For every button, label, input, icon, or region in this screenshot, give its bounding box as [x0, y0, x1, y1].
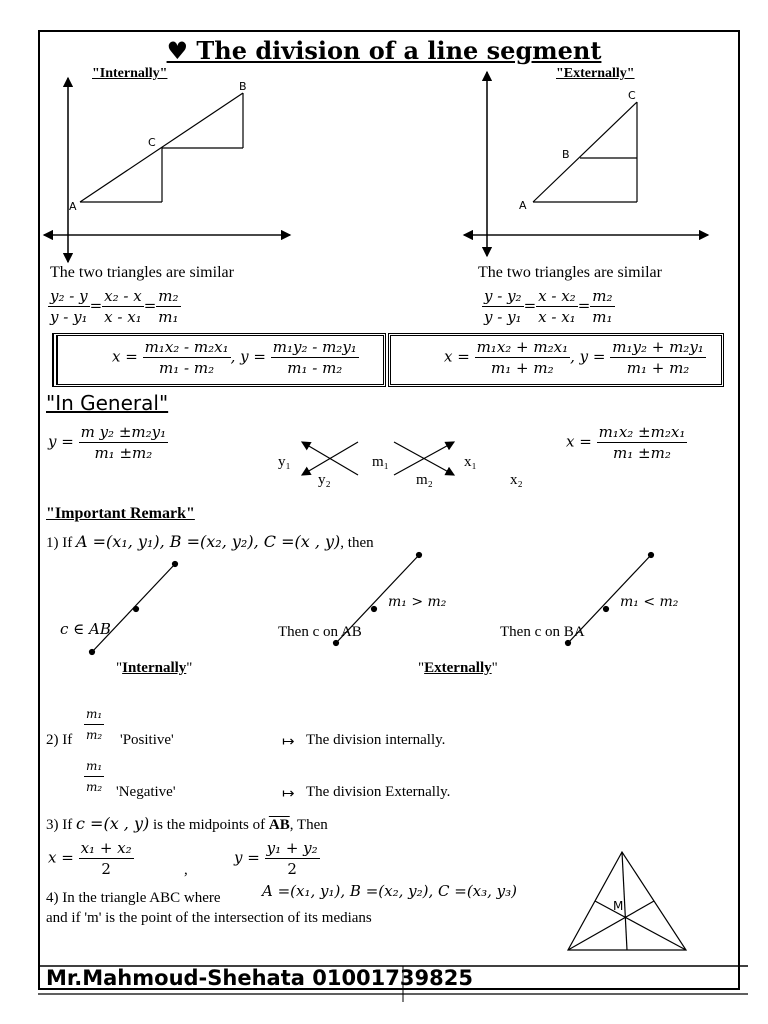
label-externally: "Externally" — [418, 660, 498, 676]
remark-3-suffix: , Then — [289, 817, 328, 833]
point-label-b-ext: B — [562, 148, 570, 161]
formula-ext-y-num: m₁y₂ + m₂y₁ — [612, 338, 704, 356]
externally-heading: "Externally" — [556, 66, 635, 81]
point-label-c-int: C — [148, 136, 156, 149]
midpoint-y-den: 2 — [287, 860, 297, 878]
general-y-num: m y₂ ±m₂y₁ — [80, 423, 167, 441]
formula-internal — [112, 337, 359, 378]
page-title: ♥ The division of a line segment — [166, 36, 602, 65]
cross-label-x2: x₂ — [510, 472, 523, 488]
c-in-ab: c ∈ AB — [60, 620, 111, 638]
point-label-a-int: A — [69, 200, 77, 213]
remark-3-mid: is the midpoints of — [153, 817, 266, 833]
midpoint-x-num: x₁ + x₂ — [80, 839, 132, 857]
ratio-int-n1: y₂ - y — [50, 287, 88, 305]
remark-4-line2: and if 'm' is the point of the intersection of its medians — [46, 910, 372, 926]
midpoint-y-num: y₁ + y₂ — [266, 839, 318, 857]
important-remark-heading: "Important Remark" — [46, 505, 195, 522]
general-x-formula — [566, 422, 687, 463]
remark-2-frac-positive — [84, 704, 104, 745]
formula-external — [444, 337, 706, 378]
medians-triangle — [568, 852, 686, 950]
ratio-internal: $\frac{\text{y₂ - y}}{\text{y - y₁}}$ = $\frac{\text{x₂ - x}}{\text{x - x₁}}$ = $\frac{\text{m₂}}{\text{m₁}}$ — [50, 287, 179, 326]
remark-3-seg: $\overline{AB}$ — [268, 817, 290, 833]
formula-ext-x-num: m₁x₂ + m₂x₁ — [476, 338, 569, 356]
positive-result: The division internally. — [306, 732, 446, 748]
similar-text-internal: The two triangles are similar — [50, 264, 234, 281]
cross-label-y1: y₁ — [278, 454, 291, 470]
external-triangles — [533, 102, 637, 202]
general-y-den: m₁ ±m₂ — [94, 444, 153, 462]
cross-diagram-1 — [302, 442, 358, 475]
ratio-ext-n2: x - x₂ — [538, 287, 576, 305]
cross-label-x1: x₁ — [464, 454, 477, 470]
label-externally-text: Externally — [424, 660, 492, 676]
arrow-negative: ↦ — [282, 786, 295, 802]
general-x-num: m₁x₂ ±m₂x₁ — [598, 423, 686, 441]
ratio-ext-n1: y - y₂ — [484, 287, 522, 305]
remark-1 — [46, 532, 374, 552]
external-axes — [464, 72, 708, 256]
general-x-lhs: x = — [566, 432, 592, 451]
formula-int-y-lhs: , y = — [230, 347, 266, 366]
ratio-int-d2: x - x₁ — [104, 308, 142, 326]
midpoint-comma: , — [184, 862, 188, 878]
point-label-b-int: B — [239, 80, 247, 93]
remark-1-math: A =(x₁, y₁), B =(x₂, y₂), C =(x , y) — [76, 532, 341, 551]
ratio-ext-n3: m₂ — [592, 287, 613, 305]
ratio-int-n2: x₂ - x — [104, 287, 142, 305]
general-y-formula — [48, 422, 168, 463]
general-y-lhs: y = — [48, 432, 74, 451]
ratio-ext-d1: y - y₁ — [484, 308, 522, 326]
remark-3-math: c =(x , y) — [76, 814, 150, 833]
ratio-int-d1: y - y₁ — [50, 308, 88, 326]
formula-ext-x-den: m₁ + m₂ — [491, 359, 554, 377]
frac-pos-num: m₁ — [84, 704, 104, 725]
general-x-den: m₁ ±m₂ — [613, 444, 671, 462]
remark-2-prefix: 2) If — [46, 732, 73, 748]
remark-4-line1: 4) In the triangle ABC where — [46, 890, 221, 906]
cross-label-m1: m₁ — [372, 454, 389, 470]
formula-int-x-lhs: x = — [112, 347, 138, 366]
cross-diagram-2 — [394, 442, 454, 475]
positive-label: 'Positive' — [120, 732, 174, 748]
formula-int-y-den: m₁ - m₂ — [287, 359, 343, 377]
point-label-c-ext: C — [628, 89, 636, 102]
remark-3 — [46, 814, 328, 834]
frac-neg-num: m₁ — [84, 756, 104, 777]
internally-heading: "Internally" — [92, 66, 168, 81]
internal-axes — [44, 78, 290, 262]
ratio-external: $\frac{\text{y - y₂}}{\text{y - y₁}}$ = $\frac{\text{x - x₂}}{\text{x - x₁}}$ = $\frac{\text{m₂}}{\text{m₁}}$ — [484, 287, 613, 326]
remark-4-math: A =(x₁, y₁), B =(x₂, y₂), C =(x₃, y₃) — [262, 882, 518, 900]
arrow-positive: ↦ — [282, 734, 295, 750]
formula-int-x-den: m₁ - m₂ — [159, 359, 215, 377]
formula-ext-x-lhs: x = — [444, 347, 470, 366]
ratio-ext-d3: m₁ — [592, 308, 613, 326]
m1-gt-m2: m₁ > m₂ — [388, 594, 447, 610]
ratio-int-n3: m₂ — [158, 287, 179, 305]
internal-triangles — [80, 93, 243, 202]
frac-neg-den: m₂ — [86, 780, 103, 794]
remark-1-prefix: 1) If — [46, 535, 73, 551]
ratio-int-d3: m₁ — [158, 308, 179, 326]
midpoint-y — [234, 838, 320, 879]
median-point-label: M — [613, 899, 624, 913]
formula-ext-y-den: m₁ + m₂ — [626, 359, 690, 377]
similar-text-external: The two triangles are similar — [478, 264, 662, 281]
label-internally: "Internally" — [116, 660, 193, 676]
footer-author: Mr.Mahmoud-Shehata 01001739825 — [46, 966, 473, 990]
formula-int-y-num: m₁y₂ - m₂y₁ — [272, 338, 357, 356]
cross-label-y2: y₂ — [318, 472, 331, 488]
ratio-ext-d2: x - x₁ — [538, 308, 576, 326]
frac-pos-den: m₂ — [86, 728, 103, 742]
cross-label-m2: m₂ — [416, 472, 433, 488]
remark-1-suffix: , then — [340, 535, 374, 551]
label-internally-text: Internally — [122, 660, 187, 676]
point-label-a-ext: A — [519, 199, 527, 212]
then-c-on-ab: Then c on AB — [278, 624, 362, 640]
negative-label: 'Negative' — [116, 784, 176, 800]
formula-int-x-num: m₁x₂ - m₂x₁ — [144, 338, 229, 356]
midpoint-y-lhs: y = — [234, 848, 260, 867]
remark-3-prefix: 3) If — [46, 817, 73, 833]
negative-result: The division Externally. — [306, 784, 451, 800]
midpoint-x-den: 2 — [101, 860, 111, 878]
in-general-heading: "In General" — [46, 391, 169, 415]
midpoint-x — [48, 838, 134, 879]
midpoint-x-lhs: x = — [48, 848, 74, 867]
then-c-on-ba: Then c on BA — [500, 624, 585, 640]
segment-case-1 — [90, 562, 178, 655]
m1-lt-m2: m₁ < m₂ — [620, 594, 679, 610]
remark-2-frac-negative — [84, 756, 104, 797]
formula-ext-y-lhs: , y = — [570, 347, 606, 366]
